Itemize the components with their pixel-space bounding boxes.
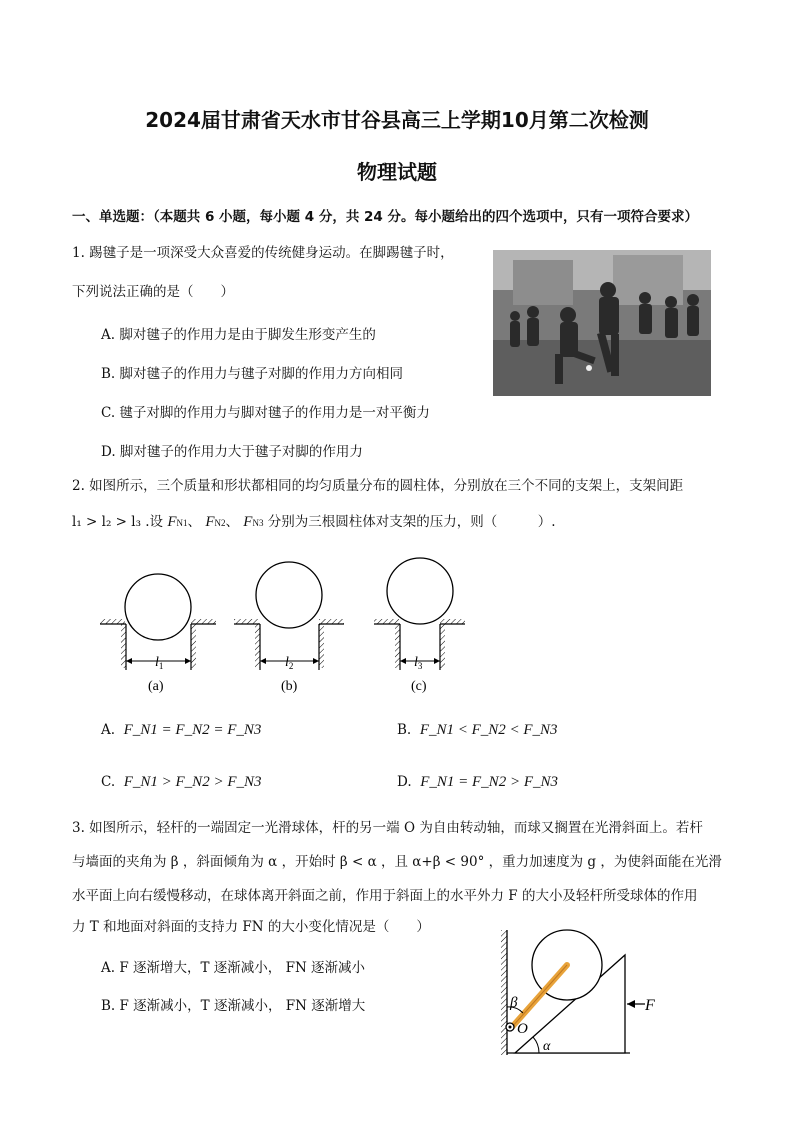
- q3-option-a: A. F 逐渐增大，T 逐渐减小， FN 逐渐减小: [101, 960, 366, 976]
- q1-stem-line2: 下列说法正确的是（ ）: [72, 284, 234, 300]
- q3-option-b: B. F 逐渐减小，T 逐渐减小， FN 逐渐增大: [101, 998, 366, 1014]
- q2-option-d: D. F_N1 = F_N2 > F_N3: [397, 774, 558, 790]
- q1-option-a: A. 脚对毽子的作用力是由于脚发生形变产生的: [101, 327, 376, 343]
- label-a: (a): [148, 679, 164, 694]
- q2-force-3: FN3: [243, 514, 264, 530]
- q3-incline-figure: [495, 925, 665, 1060]
- q1-stem-line1: 1. 踢毽子是一项深受大众喜爱的传统健身运动。在脚踢毽子时，: [72, 245, 454, 261]
- label-o: O: [517, 1021, 528, 1037]
- q3-stem-line3: 水平面上向右缓慢移动，在球体离开斜面之前，作用于斜面上的水平外力 F 的大小及轻杆所受球体的作用: [72, 888, 698, 904]
- figure-b: [234, 562, 344, 694]
- q1-option-b: B. 脚对毽子的作用力与毽子对脚的作用力方向相同: [101, 366, 404, 382]
- label-c: (c): [411, 679, 427, 694]
- figure-c: [374, 558, 465, 694]
- label-b: (b): [281, 679, 298, 694]
- label-l3: $l_3$: [414, 655, 423, 671]
- document-subtitle: 物理试题: [357, 160, 437, 184]
- q2-cylinders-figure: [95, 555, 465, 695]
- q2-condition: l₁ > l₂ > l₃ .设: [72, 514, 168, 530]
- q2-force-1: FN1: [167, 514, 188, 530]
- q3-stem-line4: 力 T 和地面对斜面的支持力 FN 的大小变化情况是（ ）: [72, 919, 430, 935]
- q3-stem-line1: 3. 如图所示，轻杆的一端固定一光滑球体，杆的另一端 O 为自由转动轴，而球又搁置在光滑斜面上。若杆: [72, 820, 703, 836]
- q2-stem-suffix: 分别为三根圆柱体对支架的压力，则（ ）.: [267, 514, 556, 530]
- label-beta: β: [510, 995, 518, 1011]
- label-l2: $l_2$: [285, 655, 294, 671]
- q1-option-c: C. 毽子对脚的作用力与脚对毽子的作用力是一对平衡力: [101, 405, 430, 421]
- q2-stem-line1: 2. 如图所示，三个质量和形状都相同的均匀质量分布的圆柱体，分别放在三个不同的支架上，支架间距: [72, 478, 684, 494]
- q2-force-2: FN2: [205, 514, 226, 530]
- label-l1: $l_1$: [155, 655, 164, 671]
- q3-stem-line2: 与墙面的夹角为 β ，斜面倾角为 α ，开始时 β < α ，且 α+β < 90° ，重力加速度为 g ，为使斜面能在光滑: [72, 854, 722, 870]
- q2-option-b: B. F_N1 < F_N2 < F_N3: [397, 722, 558, 738]
- q2-option-c: C. F_N1 > F_N2 > F_N3: [101, 774, 262, 790]
- label-f: F: [645, 997, 655, 1014]
- q2-option-a: A. F_N1 = F_N2 = F_N3: [101, 722, 262, 738]
- q2-stem-line2: l₁ > l₂ > l₃ .设 FN1、 FN2、 FN3 分别为三根圆柱体对支架的压力，则（ ）.: [72, 514, 556, 530]
- figure-a: [100, 574, 216, 694]
- document-title: 2024届甘肃省天水市甘谷县高三上学期10月第二次检测: [145, 108, 649, 132]
- shuttlecock-photo: [493, 250, 711, 396]
- section-heading: 一、单选题：（本题共 6 小题，每小题 4 分，共 24 分。每小题给出的四个选项中，只有一项符合要求）: [72, 209, 699, 225]
- label-alpha: α: [543, 1039, 551, 1054]
- q1-option-d: D. 脚对毽子的作用力大于毽子对脚的作用力: [101, 444, 363, 460]
